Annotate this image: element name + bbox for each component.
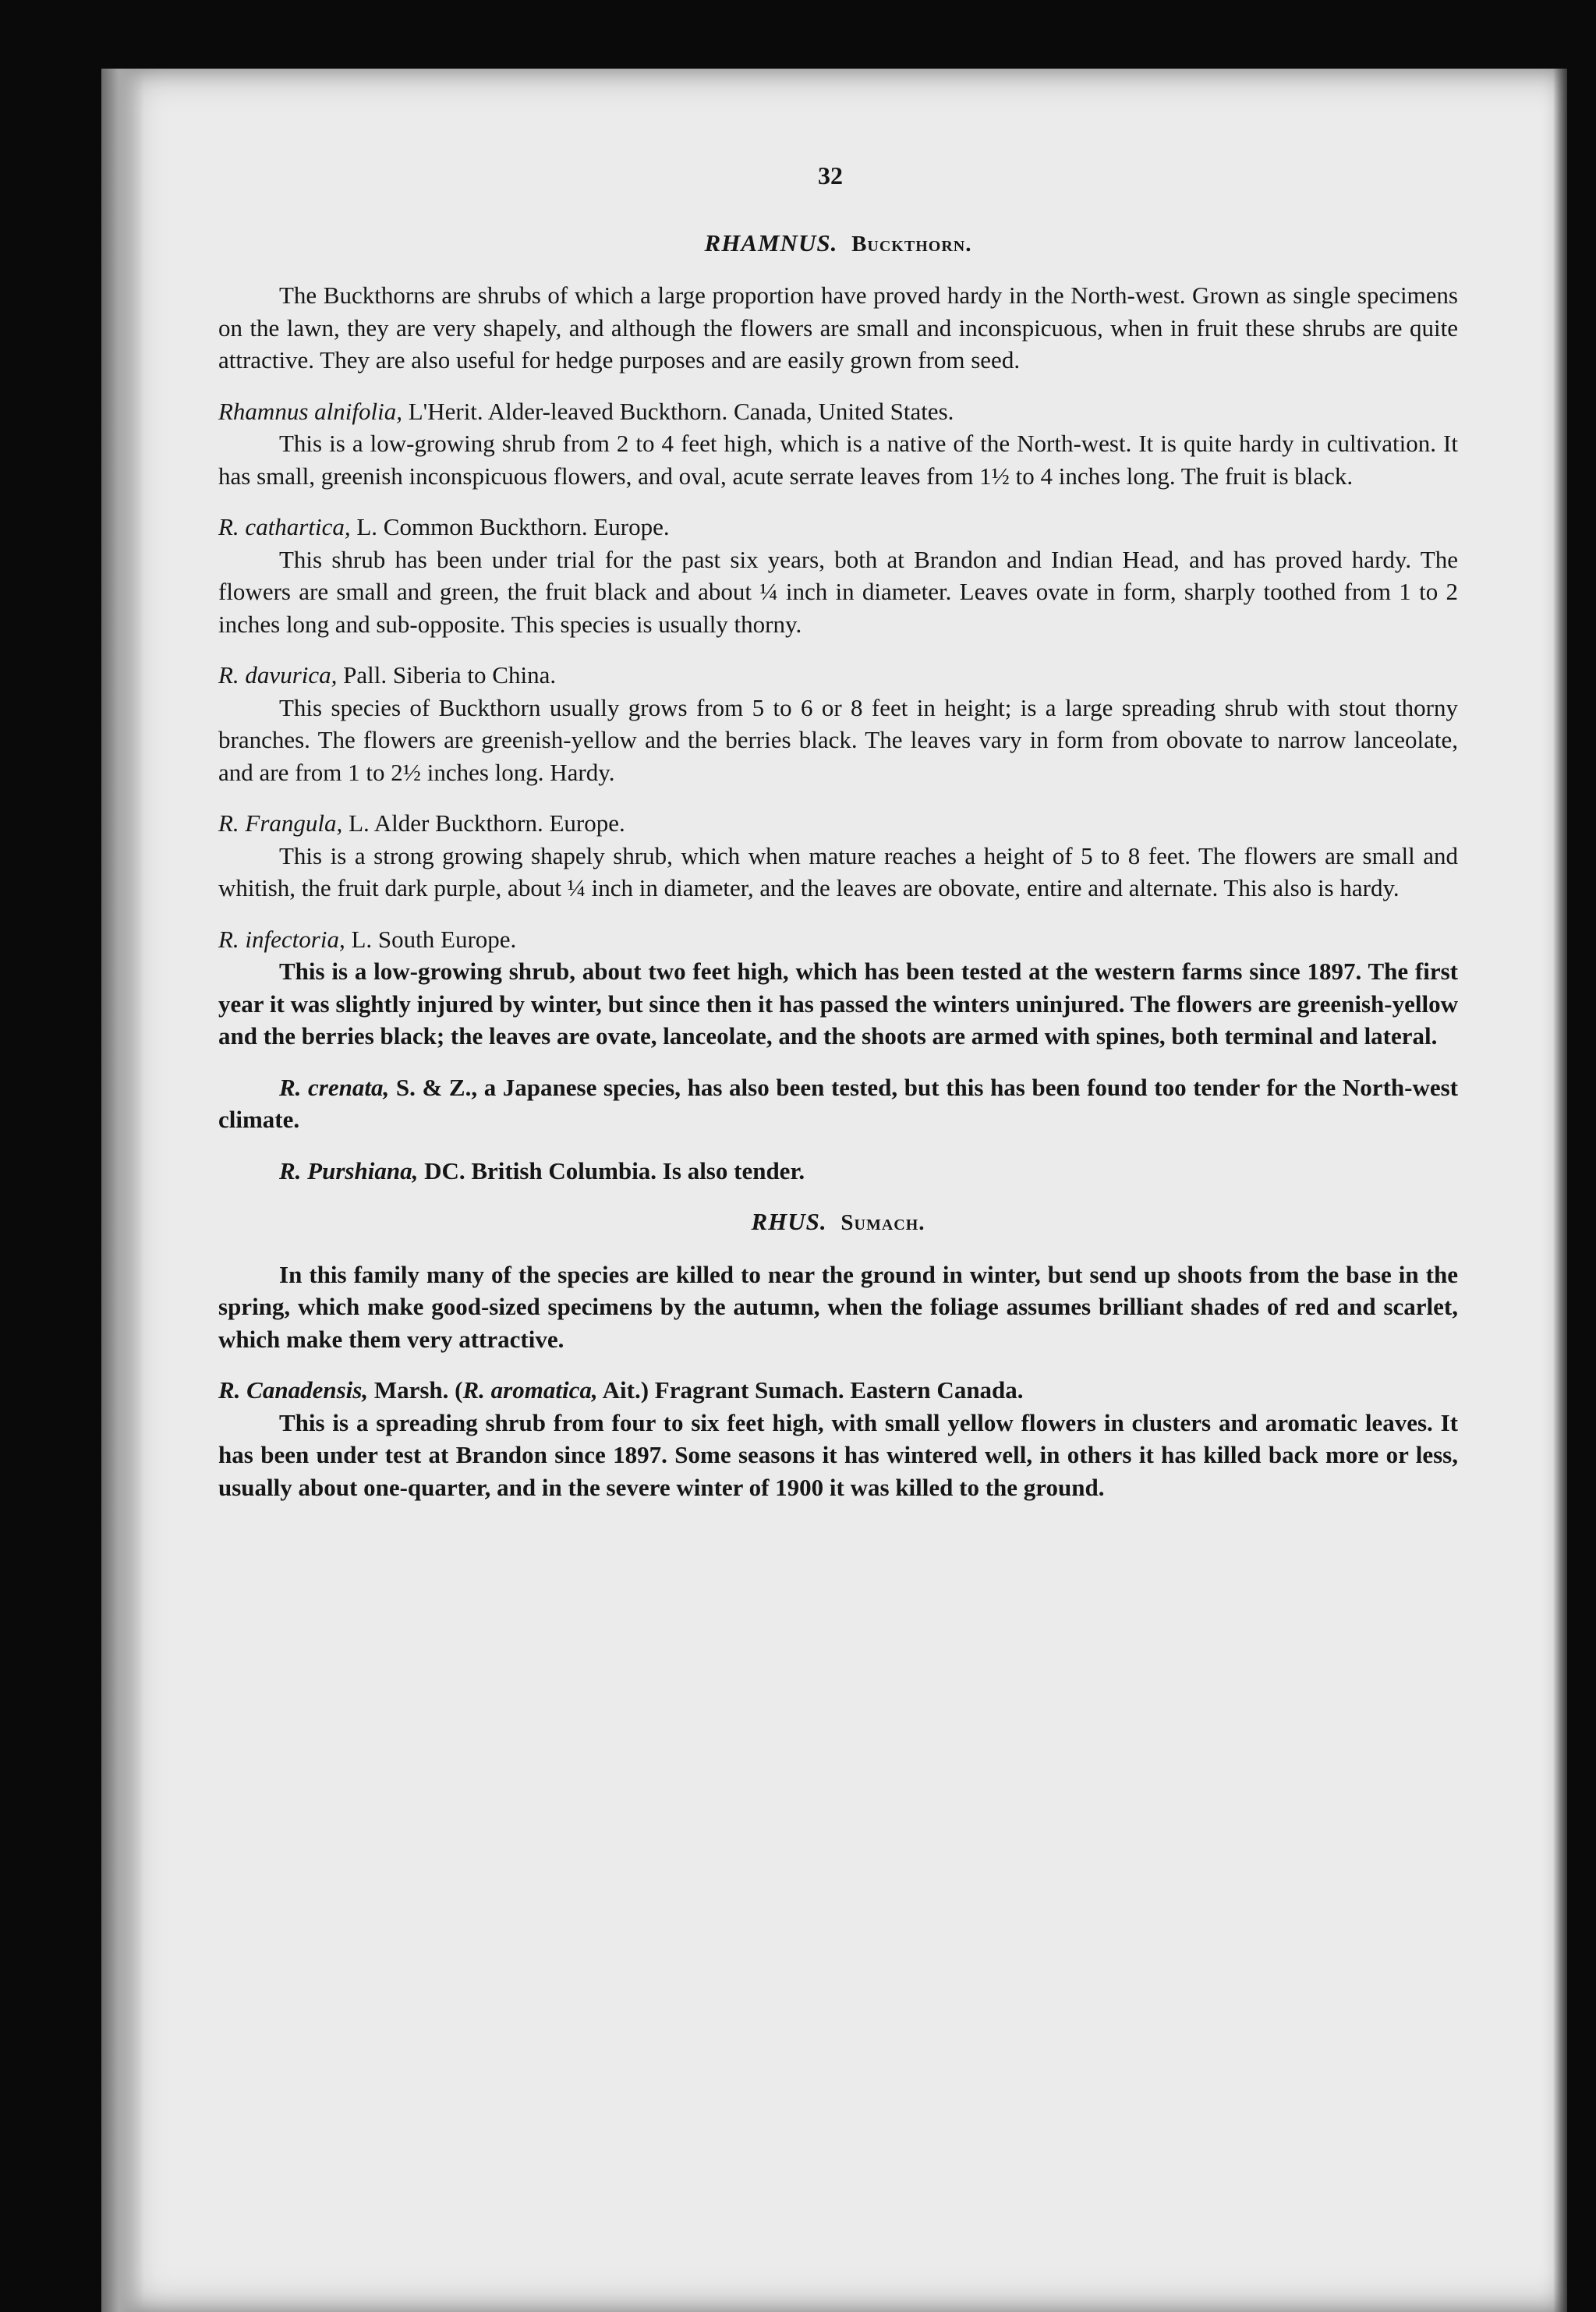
species-description: This is a low-growing shrub, about two feet high, which has been tested at the western farms since 1897. The first year it was slightly injured by winter, but since then it has passed the winters uninjured. The flowers are greenish-yellow and the berries black; the leaves are ovate, lanceolate, and the shoots are armed with spines, both terminal and lateral. xyxy=(218,958,1458,1050)
species-name: Rhamnus alnifolia, xyxy=(218,397,402,425)
section-rhus xyxy=(218,1206,1458,1503)
species-description: This shrub has been under trial for the past six years, both at Brandon and Indian Head, and has proved hardy. The flowers are small and green, the fruit black and about ¼ inch in diameter. Leaves ovate in form, sharply toothed from 1 to 2 inches long and sub-opposite. This species is usually thorny. xyxy=(218,545,1458,638)
species-heading xyxy=(218,923,1458,956)
species-details: Ait.) Fragrant Sumach. Eastern Canada. xyxy=(597,1376,1024,1404)
species-note xyxy=(218,1071,1458,1136)
synonym-name: R. aromatica, xyxy=(462,1376,598,1404)
species-heading xyxy=(218,659,1458,692)
species-description: This is a low-growing shrub from 2 to 4 feet high, which is a native of the North-west. It is quite hardy in cultivation. It has small, greenish inconspicuous flowers, and oval, acute serrate leaves from 1½ to 4 inches long. The fruit is black. xyxy=(218,430,1458,490)
species-details: L. South Europe. xyxy=(345,925,517,953)
binding-shadow xyxy=(101,69,144,2312)
species-heading xyxy=(218,395,1458,428)
species-heading xyxy=(218,807,1458,840)
species-name: R. davurica, xyxy=(218,661,338,689)
species-heading xyxy=(218,1374,1458,1407)
species-note xyxy=(218,1155,1458,1188)
species-description: This is a spreading shrub from four to six feet high, with small yellow flowers in clusters and aromatic leaves. It has been under test at Brandon since 1897. Some seasons it has wintered well, in others it has killed back more or less, usually about one-quarter, and in the severe winter of 1900 it was killed to the ground. xyxy=(218,1408,1458,1501)
species-name: R. Frangula, xyxy=(218,809,343,837)
species-entry xyxy=(218,659,1458,788)
species-details: Pall. Siberia to China. xyxy=(337,661,557,689)
species-entry xyxy=(218,511,1458,640)
species-details: L. Common Buckthorn. Europe. xyxy=(350,513,670,540)
species-name: R. crenata, xyxy=(279,1073,390,1101)
section-intro: The Buckthorns are shrubs of which a large proportion have proved hardy in the North-west. Grown as single specimens on the lawn, they are very shapely, and although the flowers are small and inconspicuous, when in fruit these shrubs are quite attractive. They are also useful for hedge purposes and are easily grown from seed. xyxy=(218,281,1458,374)
page-content xyxy=(218,160,1458,1522)
genus-name: RHAMNUS. xyxy=(704,228,838,257)
note-text: S. & Z., a Japanese species, has also been tested, but this has been found too tender for the North-west climate. xyxy=(218,1073,1458,1133)
note-text: DC. British Columbia. Is also tender. xyxy=(418,1156,805,1184)
species-name: R. Purshiana, xyxy=(279,1156,419,1184)
species-name: R. Canadensis, xyxy=(218,1376,369,1404)
species-name: R. infectoria, xyxy=(218,925,345,953)
common-name: Sumach. xyxy=(840,1210,925,1235)
page-edge-shadow xyxy=(1553,69,1567,2312)
section-heading xyxy=(218,227,1458,261)
species-description: This is a strong growing shapely shrub, which when mature reaches a height of 5 to 8 feet. The flowers are small and whitish, the fruit dark purple, about ¼ inch in diameter, and the leaves are obovate, entire and alternate. This also is hardy. xyxy=(218,841,1458,901)
page-number: 32 xyxy=(818,161,843,189)
species-details: Marsh. ( xyxy=(368,1376,463,1404)
section-rhamnus xyxy=(218,227,1458,1188)
common-name: Buckthorn. xyxy=(851,231,972,257)
species-details: L. Alder Buckthorn. Europe. xyxy=(342,809,625,837)
section-heading xyxy=(218,1206,1458,1240)
species-heading xyxy=(218,511,1458,543)
species-entry xyxy=(218,807,1458,905)
species-details: L'Herit. Alder-leaved Buckthorn. Canada, United States. xyxy=(402,397,954,425)
species-entry xyxy=(218,1374,1458,1503)
genus-name: RHUS. xyxy=(751,1208,827,1235)
section-intro: In this family many of the species are killed to near the ground in winter, but send up shoots from the base in the spring, which make good-sized specimens by the autumn, when the foliage assumes brilliant shades of red and scarlet, which make them very attractive. xyxy=(218,1260,1458,1353)
species-name: R. cathartica, xyxy=(218,513,351,540)
species-entry xyxy=(218,923,1458,1053)
species-description: This species of Buckthorn usually grows from 5 to 6 or 8 feet in height; is a large spreading shrub with stout thorny branches. The flowers are greenish-yellow and the berries black. The leaves vary in form from obovate to narrow lanceolate, and are from 1 to 2½ inches long. Hardy. xyxy=(218,693,1458,786)
species-entry xyxy=(218,395,1458,493)
